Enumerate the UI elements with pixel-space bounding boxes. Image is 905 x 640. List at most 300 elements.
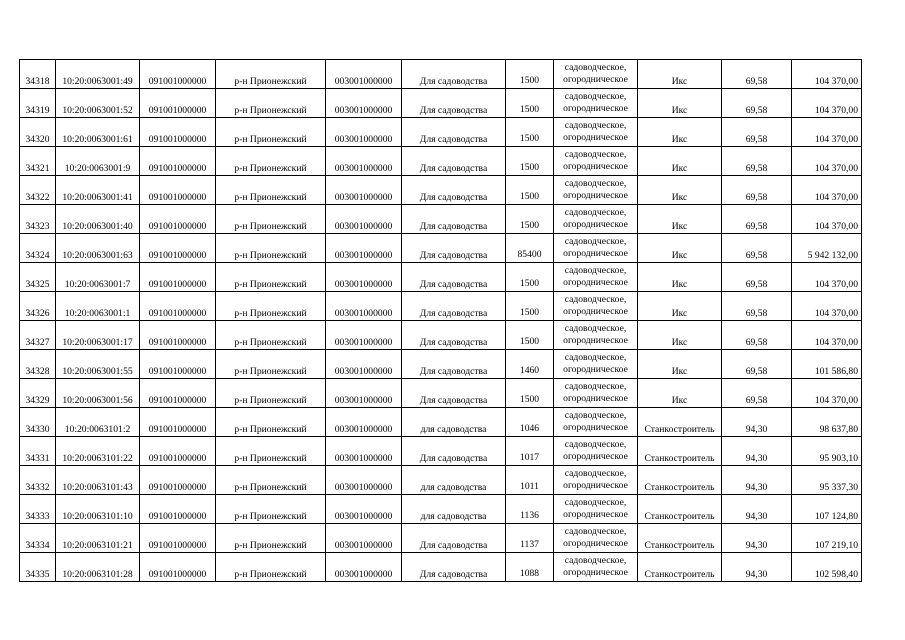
cadastral-number-text: 10:20:0063001:1 bbox=[64, 307, 131, 319]
permitted-use-text: Для садоводства bbox=[419, 104, 488, 116]
row-number-text: 34331 bbox=[25, 452, 50, 464]
permitted-use-cell bbox=[402, 524, 506, 553]
oktmo-code-text: 003001000000 bbox=[334, 249, 393, 261]
cadastral-value-text: 102 598,40 bbox=[814, 568, 858, 580]
cadastral-value-text: 104 370,00 bbox=[814, 104, 858, 116]
row-number-text: 34327 bbox=[25, 336, 50, 348]
area-cell bbox=[506, 437, 554, 466]
cadastral-value-cell bbox=[792, 176, 862, 205]
specific-value-text: 69,58 bbox=[745, 365, 768, 377]
use-category-cell bbox=[554, 176, 638, 205]
settlement-cell bbox=[638, 176, 722, 205]
permitted-use-text: Для садоводства bbox=[419, 452, 488, 464]
specific-value-cell bbox=[722, 263, 792, 292]
row-number-cell bbox=[20, 350, 56, 379]
district-text: р-н Прионежский bbox=[234, 510, 307, 522]
district-cell bbox=[216, 321, 326, 350]
specific-value-cell bbox=[722, 234, 792, 263]
use-category-line-1: садоводческое, bbox=[564, 526, 627, 537]
district-text: р-н Прионежский bbox=[234, 191, 307, 203]
settlement-cell bbox=[638, 466, 722, 495]
table-row bbox=[20, 89, 862, 118]
settlement-cell bbox=[638, 89, 722, 118]
oktmo-code-text: 003001000000 bbox=[334, 452, 393, 464]
oktmo-code-text: 003001000000 bbox=[334, 510, 393, 522]
specific-value-text: 69,58 bbox=[745, 162, 768, 174]
use-category-cell bbox=[554, 524, 638, 553]
cadastral-number-text: 10:20:0063101:28 bbox=[62, 568, 133, 580]
row-number-cell bbox=[20, 466, 56, 495]
okato-code-cell bbox=[140, 60, 216, 89]
oktmo-code-cell bbox=[326, 292, 402, 321]
cadastral-number-text: 10:20:0063101:43 bbox=[62, 481, 133, 493]
table-row bbox=[20, 495, 862, 524]
permitted-use-cell bbox=[402, 466, 506, 495]
row-number-text: 34323 bbox=[25, 220, 50, 232]
permitted-use-cell bbox=[402, 176, 506, 205]
district-text: р-н Прионежский bbox=[234, 394, 307, 406]
use-category-line-1: садоводческое, bbox=[564, 178, 627, 189]
use-category-cell bbox=[554, 350, 638, 379]
permitted-use-text: Для садоводства bbox=[419, 539, 488, 551]
okato-code-text: 091001000000 bbox=[148, 162, 207, 174]
oktmo-code-cell bbox=[326, 205, 402, 234]
specific-value-cell bbox=[722, 495, 792, 524]
oktmo-code-text: 003001000000 bbox=[334, 278, 393, 290]
oktmo-code-text: 003001000000 bbox=[334, 307, 393, 319]
use-category-line-1: садоводческое, bbox=[564, 323, 627, 334]
settlement-text: Станкостроитель bbox=[644, 510, 715, 522]
cadastral-number-text: 10:20:0063001:61 bbox=[62, 133, 133, 145]
area-cell bbox=[506, 466, 554, 495]
district-text: р-н Прионежский bbox=[234, 104, 307, 116]
cadastral-number-text: 10:20:0063001:41 bbox=[62, 191, 133, 203]
area-text: 1500 bbox=[519, 393, 540, 405]
cadastral-value-text: 104 370,00 bbox=[814, 133, 858, 145]
cadastral-value-text: 104 370,00 bbox=[814, 394, 858, 406]
cadastral-value-text: 104 370,00 bbox=[814, 162, 858, 174]
okato-code-text: 091001000000 bbox=[148, 568, 207, 580]
cadastral-number-text: 10:20:0063101:21 bbox=[62, 539, 133, 551]
oktmo-code-cell bbox=[326, 118, 402, 147]
settlement-text: Станкостроитель bbox=[644, 423, 715, 435]
area-text: 1137 bbox=[520, 538, 539, 550]
settlement-cell bbox=[638, 437, 722, 466]
settlement-cell bbox=[638, 524, 722, 553]
cadastral-value-cell bbox=[792, 350, 862, 379]
area-text: 1500 bbox=[519, 103, 540, 115]
cadastral-number-text: 10:20:0063101:2 bbox=[64, 423, 131, 435]
use-category-line-2: огородническое bbox=[563, 364, 628, 375]
cadastral-value-text: 104 370,00 bbox=[814, 220, 858, 232]
oktmo-code-text: 003001000000 bbox=[334, 365, 393, 377]
settlement-text: Икс bbox=[671, 75, 688, 87]
cadastral-value-text: 98 637,80 bbox=[819, 423, 858, 435]
use-category-line-2: огородническое bbox=[563, 335, 628, 346]
settlement-text: Икс bbox=[671, 249, 688, 261]
cadastral-number-cell bbox=[56, 234, 140, 263]
use-category-line-2: огородническое bbox=[563, 480, 628, 491]
district-text: р-н Прионежский bbox=[234, 75, 307, 87]
cadastral-value-cell bbox=[792, 263, 862, 292]
specific-value-text: 94,30 bbox=[745, 539, 768, 551]
row-number-text: 34326 bbox=[25, 307, 50, 319]
cadastral-number-cell bbox=[56, 89, 140, 118]
permitted-use-cell bbox=[402, 118, 506, 147]
cadastral-number-text: 10:20:0063001:56 bbox=[62, 394, 133, 406]
use-category-line-1: садоводческое, bbox=[564, 265, 627, 276]
use-category-line-1: садоводческое, bbox=[564, 497, 627, 508]
oktmo-code-text: 003001000000 bbox=[334, 394, 393, 406]
okato-code-cell bbox=[140, 176, 216, 205]
area-text: 1017 bbox=[519, 451, 540, 463]
permitted-use-cell bbox=[402, 350, 506, 379]
okato-code-cell bbox=[140, 495, 216, 524]
district-cell bbox=[216, 234, 326, 263]
okato-code-cell bbox=[140, 466, 216, 495]
district-text: р-н Прионежский bbox=[234, 452, 307, 464]
use-category-line-1: садоводческое, bbox=[564, 207, 627, 218]
district-cell bbox=[216, 553, 326, 582]
okato-code-text: 091001000000 bbox=[148, 307, 207, 319]
cadastral-number-cell bbox=[56, 147, 140, 176]
okato-code-cell bbox=[140, 408, 216, 437]
cadastral-number-cell bbox=[56, 60, 140, 89]
specific-value-text: 94,30 bbox=[745, 423, 768, 435]
okato-code-cell bbox=[140, 147, 216, 176]
row-number-text: 34333 bbox=[25, 510, 50, 522]
cadastral-number-cell bbox=[56, 466, 140, 495]
cadastral-number-text: 10:20:0063001:40 bbox=[62, 220, 133, 232]
use-category-line-1: садоводческое, bbox=[564, 352, 627, 363]
cadastral-value-cell bbox=[792, 118, 862, 147]
specific-value-cell bbox=[722, 437, 792, 466]
table-row bbox=[20, 118, 862, 147]
use-category-line-2: огородническое bbox=[563, 190, 628, 201]
table-row bbox=[20, 437, 862, 466]
area-cell bbox=[506, 379, 554, 408]
settlement-text: Икс bbox=[671, 162, 688, 174]
okato-code-text: 091001000000 bbox=[148, 133, 207, 145]
district-text: р-н Прионежский bbox=[234, 249, 307, 261]
settlement-text: Икс bbox=[671, 336, 688, 348]
permitted-use-cell bbox=[402, 553, 506, 582]
district-text: р-н Прионежский bbox=[234, 336, 307, 348]
district-cell bbox=[216, 147, 326, 176]
specific-value-text: 69,58 bbox=[745, 104, 768, 116]
district-text: р-н Прионежский bbox=[234, 220, 307, 232]
permitted-use-text: Для садоводства bbox=[419, 191, 488, 203]
permitted-use-text: Для садоводства bbox=[419, 75, 488, 87]
cadastral-number-cell bbox=[56, 263, 140, 292]
use-category-line-2: огородническое bbox=[563, 567, 628, 578]
permitted-use-text: Для садоводства bbox=[419, 249, 488, 261]
cadastral-value-text: 95 903,10 bbox=[819, 452, 858, 464]
okato-code-cell bbox=[140, 292, 216, 321]
row-number-text: 34324 bbox=[25, 249, 50, 261]
row-number-cell bbox=[20, 147, 56, 176]
district-cell bbox=[216, 60, 326, 89]
specific-value-text: 94,30 bbox=[745, 481, 768, 493]
row-number-cell bbox=[20, 60, 56, 89]
cadastral-number-cell bbox=[56, 321, 140, 350]
specific-value-cell bbox=[722, 292, 792, 321]
row-number-cell bbox=[20, 176, 56, 205]
use-category-line-2: огородническое bbox=[563, 277, 628, 288]
row-number-cell bbox=[20, 553, 56, 582]
permitted-use-cell bbox=[402, 379, 506, 408]
cadastral-value-cell bbox=[792, 495, 862, 524]
row-number-text: 34321 bbox=[25, 162, 50, 174]
oktmo-code-cell bbox=[326, 524, 402, 553]
use-category-line-2: огородническое bbox=[563, 248, 628, 259]
row-number-text: 34329 bbox=[25, 394, 50, 406]
oktmo-code-cell bbox=[326, 379, 402, 408]
cadastral-number-text: 10:20:0063001:9 bbox=[64, 162, 131, 174]
cadastral-number-text: 10:20:0063001:7 bbox=[64, 278, 131, 290]
okato-code-text: 091001000000 bbox=[148, 191, 207, 203]
okato-code-text: 091001000000 bbox=[148, 249, 207, 261]
permitted-use-text: для садоводства bbox=[420, 423, 487, 435]
area-cell bbox=[506, 292, 554, 321]
oktmo-code-text: 003001000000 bbox=[334, 568, 393, 580]
permitted-use-text: для садоводства bbox=[420, 510, 487, 522]
row-number-cell bbox=[20, 408, 56, 437]
row-number-cell bbox=[20, 263, 56, 292]
permitted-use-cell bbox=[402, 437, 506, 466]
okato-code-cell bbox=[140, 118, 216, 147]
district-text: р-н Прионежский bbox=[234, 481, 307, 493]
use-category-cell bbox=[554, 466, 638, 495]
cadastral-number-cell bbox=[56, 350, 140, 379]
table-row bbox=[20, 147, 862, 176]
row-number-text: 34334 bbox=[25, 539, 50, 551]
settlement-text: Икс bbox=[671, 104, 688, 116]
use-category-cell bbox=[554, 495, 638, 524]
table-row bbox=[20, 553, 862, 582]
row-number-text: 34320 bbox=[25, 133, 50, 145]
cadastral-value-cell bbox=[792, 408, 862, 437]
use-category-cell bbox=[554, 118, 638, 147]
settlement-cell bbox=[638, 379, 722, 408]
district-text: р-н Прионежский bbox=[234, 568, 307, 580]
permitted-use-text: Для садоводства bbox=[419, 307, 488, 319]
area-cell bbox=[506, 495, 554, 524]
area-text: 1500 bbox=[519, 335, 540, 347]
cadastral-number-cell bbox=[56, 495, 140, 524]
oktmo-code-cell bbox=[326, 553, 402, 582]
use-category-line-1: садоводческое, bbox=[564, 381, 627, 392]
use-category-cell bbox=[554, 147, 638, 176]
row-number-text: 34319 bbox=[25, 104, 50, 116]
row-number-cell bbox=[20, 495, 56, 524]
row-number-cell bbox=[20, 234, 56, 263]
permitted-use-cell bbox=[402, 408, 506, 437]
cadastral-number-cell bbox=[56, 118, 140, 147]
cadastral-number-text: 10:20:0063001:55 bbox=[62, 365, 133, 377]
cadastral-number-cell bbox=[56, 524, 140, 553]
use-category-line-2: огородническое bbox=[563, 393, 628, 404]
oktmo-code-text: 003001000000 bbox=[334, 104, 393, 116]
area-cell bbox=[506, 118, 554, 147]
row-number-text: 34330 bbox=[25, 423, 50, 435]
cadastral-number-cell bbox=[56, 379, 140, 408]
cadastral-value-text: 104 370,00 bbox=[814, 336, 858, 348]
cadastral-value-cell bbox=[792, 524, 862, 553]
cadastral-value-text: 95 337,30 bbox=[819, 481, 858, 493]
cadastral-value-text: 104 370,00 bbox=[814, 278, 858, 290]
permitted-use-cell bbox=[402, 263, 506, 292]
district-cell bbox=[216, 350, 326, 379]
settlement-cell bbox=[638, 263, 722, 292]
permitted-use-text: для садоводства bbox=[420, 481, 487, 493]
okato-code-cell bbox=[140, 379, 216, 408]
row-number-text: 34325 bbox=[25, 278, 50, 290]
district-text: р-н Прионежский bbox=[234, 539, 307, 551]
okato-code-cell bbox=[140, 263, 216, 292]
use-category-cell bbox=[554, 89, 638, 118]
oktmo-code-text: 003001000000 bbox=[334, 336, 393, 348]
oktmo-code-cell bbox=[326, 495, 402, 524]
area-text: 1500 bbox=[519, 74, 540, 86]
okato-code-text: 091001000000 bbox=[148, 104, 207, 116]
specific-value-text: 69,58 bbox=[745, 191, 768, 203]
use-category-line-2: огородническое bbox=[563, 451, 628, 462]
district-text: р-н Прионежский bbox=[234, 365, 307, 377]
cadastral-number-text: 10:20:0063101:22 bbox=[62, 452, 133, 464]
oktmo-code-cell bbox=[326, 350, 402, 379]
district-text: р-н Прионежский bbox=[234, 162, 307, 174]
use-category-line-1: садоводческое, bbox=[564, 555, 627, 566]
permitted-use-cell bbox=[402, 321, 506, 350]
use-category-cell bbox=[554, 437, 638, 466]
settlement-text: Икс bbox=[671, 133, 688, 145]
oktmo-code-cell bbox=[326, 466, 402, 495]
oktmo-code-text: 003001000000 bbox=[334, 539, 393, 551]
cadastral-value-cell bbox=[792, 60, 862, 89]
row-number-cell bbox=[20, 205, 56, 234]
table-row bbox=[20, 524, 862, 553]
district-cell bbox=[216, 292, 326, 321]
use-category-cell bbox=[554, 321, 638, 350]
use-category-line-2: огородническое bbox=[563, 74, 628, 85]
oktmo-code-text: 003001000000 bbox=[334, 75, 393, 87]
district-cell bbox=[216, 495, 326, 524]
settlement-text: Икс bbox=[671, 365, 688, 377]
okato-code-cell bbox=[140, 437, 216, 466]
settlement-cell bbox=[638, 60, 722, 89]
specific-value-cell bbox=[722, 176, 792, 205]
oktmo-code-cell bbox=[326, 263, 402, 292]
oktmo-code-cell bbox=[326, 437, 402, 466]
cadastral-value-cell bbox=[792, 205, 862, 234]
oktmo-code-text: 003001000000 bbox=[334, 423, 393, 435]
area-text: 1046 bbox=[519, 422, 540, 434]
oktmo-code-text: 003001000000 bbox=[334, 191, 393, 203]
cadastral-value-text: 104 370,00 bbox=[814, 75, 858, 87]
district-cell bbox=[216, 118, 326, 147]
table-row bbox=[20, 466, 862, 495]
row-number-cell bbox=[20, 292, 56, 321]
settlement-text: Станкостроитель bbox=[644, 568, 715, 580]
cadastral-value-cell bbox=[792, 437, 862, 466]
table-row bbox=[20, 176, 862, 205]
table-row bbox=[20, 379, 862, 408]
permitted-use-text: Для садоводства bbox=[419, 336, 488, 348]
specific-value-cell bbox=[722, 466, 792, 495]
permitted-use-text: Для садоводства bbox=[419, 133, 488, 145]
district-cell bbox=[216, 89, 326, 118]
settlement-text: Станкостроитель bbox=[644, 539, 715, 551]
use-category-line-1: садоводческое, bbox=[564, 62, 627, 73]
cadastral-value-cell bbox=[792, 147, 862, 176]
okato-code-cell bbox=[140, 524, 216, 553]
specific-value-cell bbox=[722, 60, 792, 89]
specific-value-text: 69,58 bbox=[745, 307, 768, 319]
oktmo-code-cell bbox=[326, 176, 402, 205]
specific-value-cell bbox=[722, 205, 792, 234]
area-text: 1500 bbox=[519, 132, 540, 144]
cadastral-value-text: 101 586,80 bbox=[814, 365, 858, 377]
permitted-use-cell bbox=[402, 205, 506, 234]
cadastral-value-text: 107 124,80 bbox=[814, 510, 858, 522]
cadastral-value-cell bbox=[792, 553, 862, 582]
use-category-cell bbox=[554, 379, 638, 408]
district-text: р-н Прионежский bbox=[234, 278, 307, 290]
permitted-use-text: Для садоводства bbox=[419, 220, 488, 232]
permitted-use-cell bbox=[402, 234, 506, 263]
row-number-text: 34318 bbox=[25, 75, 50, 87]
settlement-cell bbox=[638, 321, 722, 350]
cadastral-number-cell bbox=[56, 553, 140, 582]
cadastral-value-text: 104 370,00 bbox=[814, 307, 858, 319]
row-number-cell bbox=[20, 524, 56, 553]
use-category-line-2: огородническое bbox=[563, 422, 628, 433]
oktmo-code-text: 003001000000 bbox=[334, 220, 393, 232]
okato-code-cell bbox=[140, 553, 216, 582]
okato-code-text: 091001000000 bbox=[148, 394, 207, 406]
area-text: 1136 bbox=[520, 509, 539, 521]
cadastral-number-text: 10:20:0063001:49 bbox=[62, 75, 133, 87]
area-text: 1500 bbox=[519, 219, 540, 231]
use-category-line-2: огородническое bbox=[563, 103, 628, 114]
use-category-cell bbox=[554, 408, 638, 437]
district-cell bbox=[216, 437, 326, 466]
use-category-line-2: огородническое bbox=[563, 219, 628, 230]
settlement-cell bbox=[638, 205, 722, 234]
use-category-line-2: огородническое bbox=[563, 161, 628, 172]
area-text: 1500 bbox=[519, 277, 540, 289]
specific-value-text: 69,58 bbox=[745, 278, 768, 290]
settlement-text: Икс bbox=[671, 394, 688, 406]
okato-code-text: 091001000000 bbox=[148, 539, 207, 551]
cadastral-number-cell bbox=[56, 292, 140, 321]
row-number-cell bbox=[20, 321, 56, 350]
specific-value-cell bbox=[722, 147, 792, 176]
use-category-line-1: садоводческое, bbox=[564, 91, 627, 102]
settlement-cell bbox=[638, 118, 722, 147]
settlement-text: Икс bbox=[671, 191, 688, 203]
district-cell bbox=[216, 205, 326, 234]
area-cell bbox=[506, 60, 554, 89]
area-cell bbox=[506, 147, 554, 176]
table-row bbox=[20, 205, 862, 234]
cadastral-value-cell bbox=[792, 466, 862, 495]
settlement-cell bbox=[638, 147, 722, 176]
cadastral-number-text: 10:20:0063001:52 bbox=[62, 104, 133, 116]
oktmo-code-cell bbox=[326, 408, 402, 437]
settlement-cell bbox=[638, 553, 722, 582]
